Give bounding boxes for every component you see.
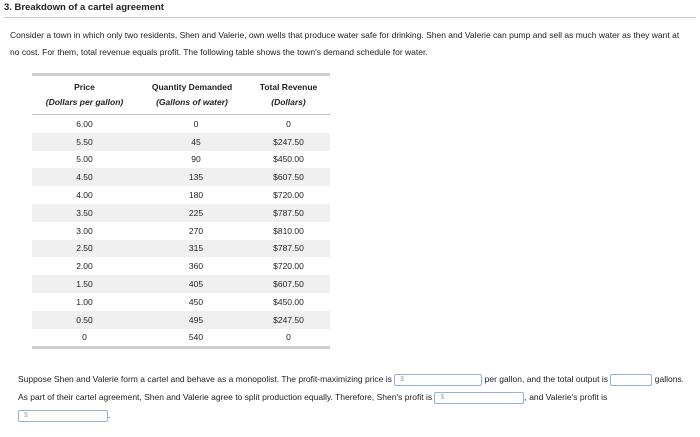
cell-quantity: 225 [188,207,204,218]
cell-price: 3.00 [76,225,93,236]
cell-price: 3.50 [76,207,93,218]
table-row [32,257,330,275]
cell-quantity: 45 [191,136,201,147]
cell-revenue: $787.50 [273,207,304,218]
prompt-text-1: Suppose Shen and Valerie form a cartel and behave as a monopolist. The profit-maximizing price is [18,374,392,384]
cell-revenue: $247.50 [273,136,304,147]
cell-revenue: $720.00 [273,190,304,201]
cell-price: 2.50 [76,243,93,254]
table-row [32,151,330,169]
cell-quantity: 0 [193,118,199,129]
cell-revenue: $247.50 [273,314,304,325]
header-quantity [137,76,247,114]
answer-prompt [18,370,688,424]
cell-quantity: 495 [188,314,204,325]
cell-quantity: 540 [188,332,204,343]
cell-revenue: $810.00 [273,225,304,236]
cell-revenue: $607.50 [273,172,304,183]
shen-profit-input[interactable] [434,392,524,404]
cell-revenue: 0 [286,332,291,343]
table-row [32,186,330,204]
cell-revenue: $787.50 [273,243,304,254]
price-currency-symbol: $ [400,375,405,383]
valerie-profit-input[interactable] [18,410,111,422]
cell-price: 0 [82,332,87,343]
table-body [32,115,330,346]
table-row [32,168,330,186]
cell-quantity: 450 [188,296,204,307]
header-price [32,76,137,114]
title-divider [4,17,696,18]
table-row [32,311,330,329]
table-row [32,293,330,311]
cell-quantity: 90 [191,154,201,165]
prompt-text-3: gallons. As part of their cartel agreement, Shen and Valerie agree to split production equally. Therefore, Shen's profit is [18,374,685,402]
table-row [32,115,330,133]
cell-revenue: $607.50 [273,279,304,290]
cell-price: 4.50 [76,172,93,183]
header-revenue-label: Total Revenue [259,82,318,92]
cell-revenue: 0 [286,118,291,129]
header-price-unit: (Dollars per gallon) [45,97,124,107]
price-input[interactable] [394,374,482,386]
prompt-text-4: , and Valerie's profit is [524,392,608,402]
table-row [32,240,330,258]
header-revenue [247,76,330,114]
cell-quantity: 135 [188,172,204,183]
valerie-currency-symbol: $ [24,411,28,419]
cell-quantity: 180 [188,190,204,201]
cell-quantity: 270 [188,225,204,236]
table-bottom-rule [32,346,330,349]
header-quantity-unit: (Gallons of water) [156,97,228,107]
cell-price: 6.00 [76,118,93,129]
question-title: 3. Breakdown of a cartel agreement [4,2,164,13]
table-row [32,204,330,222]
cell-quantity: 405 [188,279,204,290]
demand-schedule-table [32,73,330,349]
cell-price: 5.50 [76,136,93,147]
header-revenue-unit: (Dollars) [271,97,306,107]
question-intro: Consider a town in which only two residents, Shen and Valerie, own wells that produce water safe for drinking. Shen and Valerie can pump and sell as much water as they want at no cost. For them, total revenue equals profit. The following table shows the town's demand schedule for water. [10,30,680,57]
cell-revenue: $450.00 [273,296,304,307]
table-row [32,133,330,151]
cell-quantity: 360 [188,261,204,272]
output-input[interactable] [610,374,652,386]
table-row [32,222,330,240]
cell-quantity: 315 [188,243,204,254]
table-row [32,329,330,347]
shen-currency-symbol: $ [440,393,445,401]
header-quantity-label: Quantity Demanded [151,82,233,92]
prompt-text-2: per gallon, and the total output is [484,374,608,384]
cell-price: 2.00 [76,261,93,272]
cell-price: 0.50 [76,314,93,325]
header-price-label: Price [74,82,95,92]
cell-revenue: $720.00 [273,261,304,272]
cell-price: 4.00 [76,190,93,201]
table-row [32,275,330,293]
cell-price: 1.00 [76,296,93,307]
prompt-text-5: . [108,410,111,420]
cell-revenue: $450.00 [273,154,304,165]
table-header [32,76,330,115]
cell-price: 5.00 [76,154,93,165]
cell-price: 1.50 [76,279,93,290]
